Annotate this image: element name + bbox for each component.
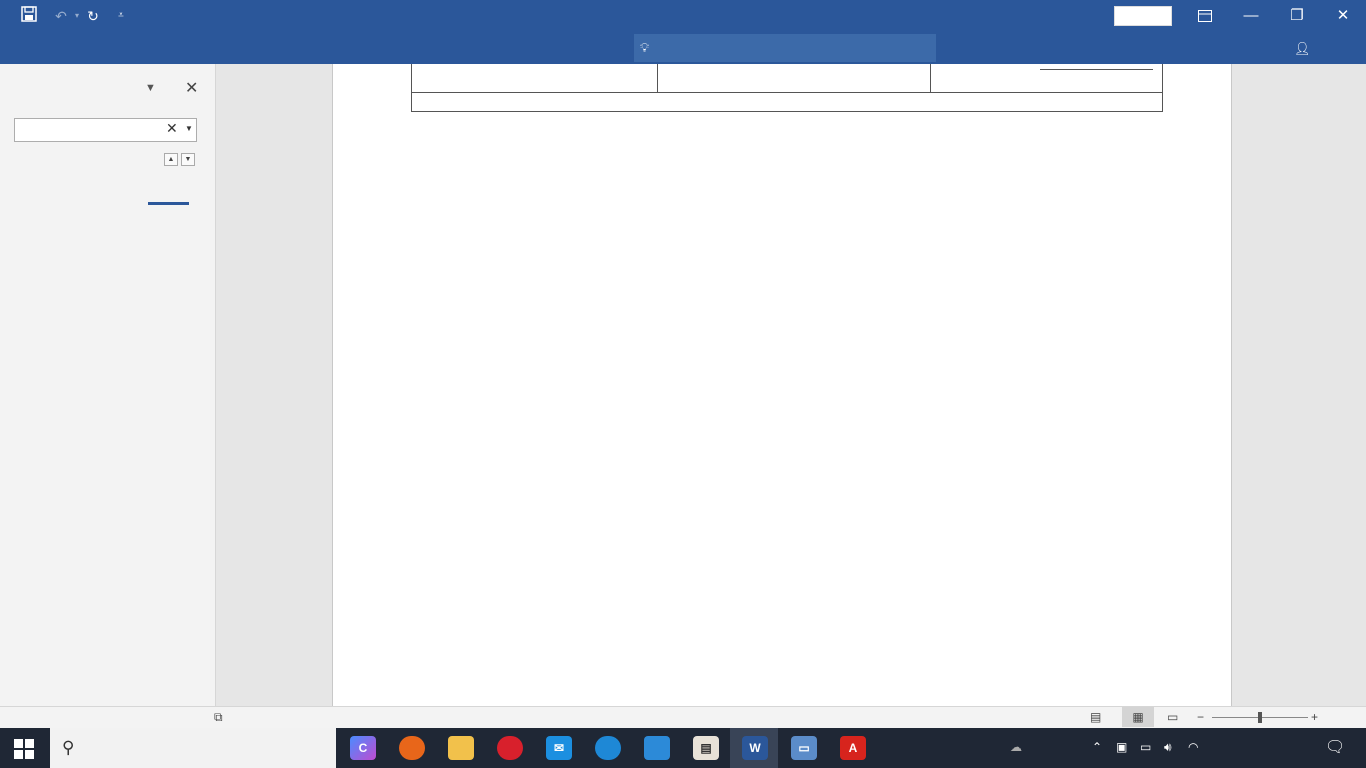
navigation-pane bbox=[0, 64, 216, 706]
document-area[interactable] bbox=[216, 64, 1366, 706]
read-mode-icon[interactable]: ▤ bbox=[1090, 710, 1102, 724]
updated-value bbox=[1040, 68, 1153, 70]
lightbulb-icon: 💡︎ bbox=[640, 40, 650, 55]
clear-search-icon[interactable]: ✕ bbox=[166, 120, 178, 136]
meet-now-icon[interactable]: ▣ bbox=[1116, 740, 1128, 754]
header-cell-revision bbox=[412, 64, 658, 93]
pane-options-icon[interactable]: ▼ bbox=[145, 82, 156, 94]
file-explorer-icon[interactable] bbox=[448, 736, 474, 760]
undo-dropdown-icon[interactable]: ▾ bbox=[74, 11, 79, 20]
print-layout-icon[interactable]: ▦ bbox=[1122, 707, 1154, 727]
ribbon-display-icon[interactable] bbox=[1182, 0, 1228, 32]
taskbar bbox=[0, 728, 1366, 768]
zoom-out-icon[interactable]: − bbox=[1197, 710, 1205, 724]
share-button[interactable] bbox=[1294, 41, 1311, 57]
taskbar-search[interactable] bbox=[50, 728, 336, 768]
person-icon: 👤︎ bbox=[1294, 41, 1311, 56]
save-icon[interactable] bbox=[18, 6, 40, 26]
weather-app-icon[interactable] bbox=[644, 736, 670, 760]
header-cell-updated bbox=[931, 64, 1162, 93]
tier-statement bbox=[412, 94, 1162, 112]
zoom-in-icon[interactable]: + bbox=[1311, 710, 1319, 724]
remote-desktop-icon[interactable]: ▭ bbox=[791, 736, 817, 760]
opera-icon[interactable] bbox=[497, 736, 523, 760]
status-bar bbox=[0, 706, 1366, 728]
undo-icon[interactable]: ↶ bbox=[55, 8, 67, 24]
tell-me-search[interactable] bbox=[634, 34, 936, 62]
word-icon[interactable]: W bbox=[742, 736, 768, 760]
acrobat-icon[interactable]: A bbox=[840, 736, 866, 760]
document-viewer-icon[interactable]: ▤ bbox=[693, 736, 719, 760]
previous-result-button[interactable]: ▲ bbox=[164, 153, 178, 166]
active-tab-indicator bbox=[148, 202, 189, 205]
customize-toolbar-icon[interactable]: ⩡ bbox=[118, 10, 124, 21]
header-cell-operations bbox=[658, 64, 931, 93]
weather-widget[interactable] bbox=[1010, 740, 1022, 754]
next-result-button[interactable]: ▼ bbox=[181, 153, 195, 166]
battery-icon[interactable]: ▭ bbox=[1140, 740, 1152, 754]
weather-icon: ☁︎ bbox=[1010, 740, 1022, 754]
results-list bbox=[14, 209, 204, 699]
proofing-icon[interactable]: ⧉ bbox=[214, 710, 223, 724]
wifi-icon[interactable]: ◠ bbox=[1188, 740, 1199, 754]
restore-button[interactable]: ❐ bbox=[1290, 7, 1304, 24]
windows-start-icon[interactable] bbox=[14, 739, 34, 759]
close-pane-icon[interactable]: ✕ bbox=[185, 80, 199, 97]
search-dropdown-icon[interactable]: ▼ bbox=[185, 124, 193, 133]
title-bar bbox=[0, 0, 1366, 32]
section-heading bbox=[518, 185, 544, 206]
close-button[interactable]: ✕ bbox=[1336, 7, 1350, 24]
web-layout-icon[interactable]: ▭ bbox=[1167, 710, 1179, 724]
notifications-icon[interactable]: 🗨︎ bbox=[1325, 739, 1346, 756]
edge-icon[interactable] bbox=[595, 736, 621, 760]
volume-icon[interactable]: 🔊︎ bbox=[1164, 740, 1172, 754]
mail-icon[interactable]: ✉ bbox=[546, 736, 572, 760]
copilot-icon[interactable]: C bbox=[350, 736, 376, 760]
tray-overflow-icon[interactable]: ⌃ bbox=[1092, 740, 1103, 754]
search-icon: ⚲ bbox=[62, 738, 75, 757]
firefox-icon[interactable] bbox=[399, 736, 425, 760]
minimize-button[interactable]: — bbox=[1243, 7, 1259, 24]
redo-icon[interactable]: ↻ bbox=[87, 8, 99, 24]
document-page[interactable] bbox=[332, 64, 1232, 706]
step-9 bbox=[518, 425, 1158, 461]
sign-in-button[interactable] bbox=[1114, 6, 1172, 26]
zoom-slider-thumb[interactable] bbox=[1258, 712, 1262, 723]
header-table bbox=[411, 64, 1163, 112]
